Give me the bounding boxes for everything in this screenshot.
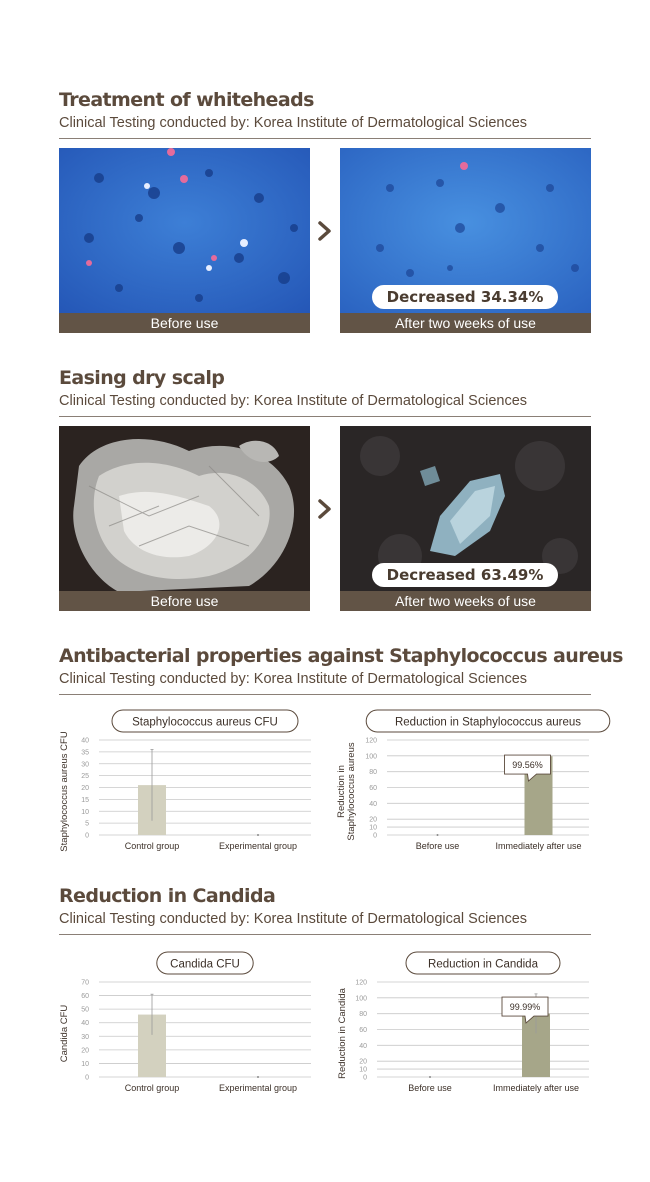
section-divider — [59, 934, 591, 935]
section-subtitle-whiteheads: Clinical Testing conducted by: Korea Institute of Dermatological Sciences — [59, 115, 528, 131]
y-tick-label: 0 — [363, 1074, 367, 1082]
y-axis-label-line: Staphylococcus aureus — [346, 742, 357, 841]
y-tick-label: 40 — [359, 1042, 367, 1050]
y-tick-label: 20 — [359, 1058, 367, 1066]
y-tick-label: 10 — [81, 1060, 89, 1068]
y-tick-label: 30 — [81, 1033, 89, 1041]
y-tick-label: 0 — [373, 832, 377, 840]
after-caption: After two weeks of use — [340, 313, 591, 333]
chart-candida-reduction — [337, 948, 597, 1098]
y-tick-label: 60 — [359, 1027, 367, 1034]
y-tick-label: 10 — [81, 808, 89, 816]
y-tick-label: 0 — [85, 1074, 89, 1082]
section-subtitle-dry-scalp: Clinical Testing conducted by: Korea Institute of Dermatological Sciences — [59, 393, 528, 409]
annotation-label: 99.99% — [509, 1002, 541, 1013]
y-axis-label — [337, 987, 348, 1079]
chart-title: Reduction in Staphylococcus aureus — [394, 716, 582, 729]
y-tick-label: 10 — [369, 824, 377, 832]
x-category-label: Experimental group — [218, 841, 298, 851]
before-caption: Before use — [59, 313, 310, 333]
y-tick-label: 80 — [369, 769, 377, 777]
y-axis-label — [59, 1005, 70, 1063]
y-tick-label: 40 — [81, 737, 89, 745]
after-caption: After two weeks of use — [340, 591, 591, 611]
x-category-label: Control group — [124, 1083, 180, 1093]
chart-staph-reduction — [337, 706, 597, 856]
y-tick-label: 30 — [81, 761, 89, 769]
chart-candida-cfu — [59, 948, 319, 1098]
y-axis-label-line: Staphylococcus aureus CFU — [59, 731, 70, 852]
y-tick-label: 60 — [81, 993, 89, 1001]
y-axis-label — [336, 742, 357, 840]
before-photo-whiteheads — [59, 148, 310, 314]
y-tick-label: 25 — [81, 773, 89, 781]
before-caption: Before use — [59, 591, 310, 611]
y-axis-label-line: Reduction in Candida — [337, 988, 348, 1079]
chart-title: Staphylococcus aureus CFU — [132, 716, 278, 729]
y-tick-label: 80 — [359, 1011, 367, 1019]
chart-staph-cfu — [59, 706, 319, 856]
chevron-right-icon — [315, 497, 335, 521]
result-badge-whiteheads: Decreased 34.34% — [372, 285, 558, 309]
y-tick-label: 5 — [85, 820, 89, 828]
bar — [257, 834, 259, 836]
result-badge-scalp: Decreased 63.49% — [372, 563, 558, 587]
chevron-right-icon — [315, 219, 335, 243]
y-tick-label: 40 — [81, 1020, 89, 1028]
bar — [429, 1076, 431, 1078]
y-axis-label-line: Reduction in — [336, 765, 347, 818]
x-category-label: Immediately after use — [495, 841, 582, 851]
y-axis-label-line: Candida CFU — [59, 1004, 70, 1063]
section-divider — [59, 694, 591, 695]
y-tick-label: 0 — [85, 832, 89, 840]
section-title-candida: Reduction in Candida — [59, 885, 276, 907]
y-tick-label: 20 — [81, 785, 89, 792]
section-divider — [59, 416, 591, 417]
y-tick-label: 100 — [365, 753, 377, 761]
y-tick-label: 120 — [365, 737, 377, 745]
section-title-dry-scalp: Easing dry scalp — [59, 367, 225, 389]
y-tick-label: 70 — [81, 979, 89, 987]
bar — [437, 834, 439, 836]
y-tick-label: 40 — [369, 800, 377, 808]
y-tick-label: 50 — [81, 1006, 89, 1014]
y-tick-label: 120 — [355, 979, 367, 987]
section-subtitle-antibacterial: Clinical Testing conducted by: Korea Institute of Dermatological Sciences — [59, 671, 528, 687]
y-tick-label: 100 — [355, 995, 367, 1003]
section-title-antibacterial: Antibacterial properties against Staphylococcus aureus — [59, 645, 623, 667]
y-tick-label: 15 — [81, 796, 89, 804]
y-tick-label: 35 — [81, 749, 89, 757]
y-tick-label: 60 — [369, 785, 377, 792]
y-tick-label: 10 — [359, 1066, 367, 1074]
y-axis-label — [59, 731, 70, 852]
section-title-whiteheads: Treatment of whiteheads — [59, 89, 314, 111]
y-tick-label: 20 — [369, 816, 377, 824]
chart-title: Candida CFU — [170, 958, 240, 971]
section-subtitle-candida: Clinical Testing conducted by: Korea Institute of Dermatological Sciences — [59, 911, 528, 927]
bar — [257, 1076, 259, 1078]
x-category-label: Experimental group — [218, 1083, 298, 1093]
x-category-label: Control group — [124, 841, 180, 851]
x-category-label: Immediately after use — [492, 1083, 580, 1093]
annotation-label: 99.56% — [512, 760, 543, 771]
section-divider — [59, 138, 591, 139]
before-photo-scalp — [59, 426, 310, 592]
chart-title: Reduction in Candida — [428, 958, 538, 971]
x-category-label: Before use — [408, 1083, 452, 1093]
y-tick-label: 20 — [81, 1047, 89, 1055]
x-category-label: Before use — [415, 841, 460, 851]
